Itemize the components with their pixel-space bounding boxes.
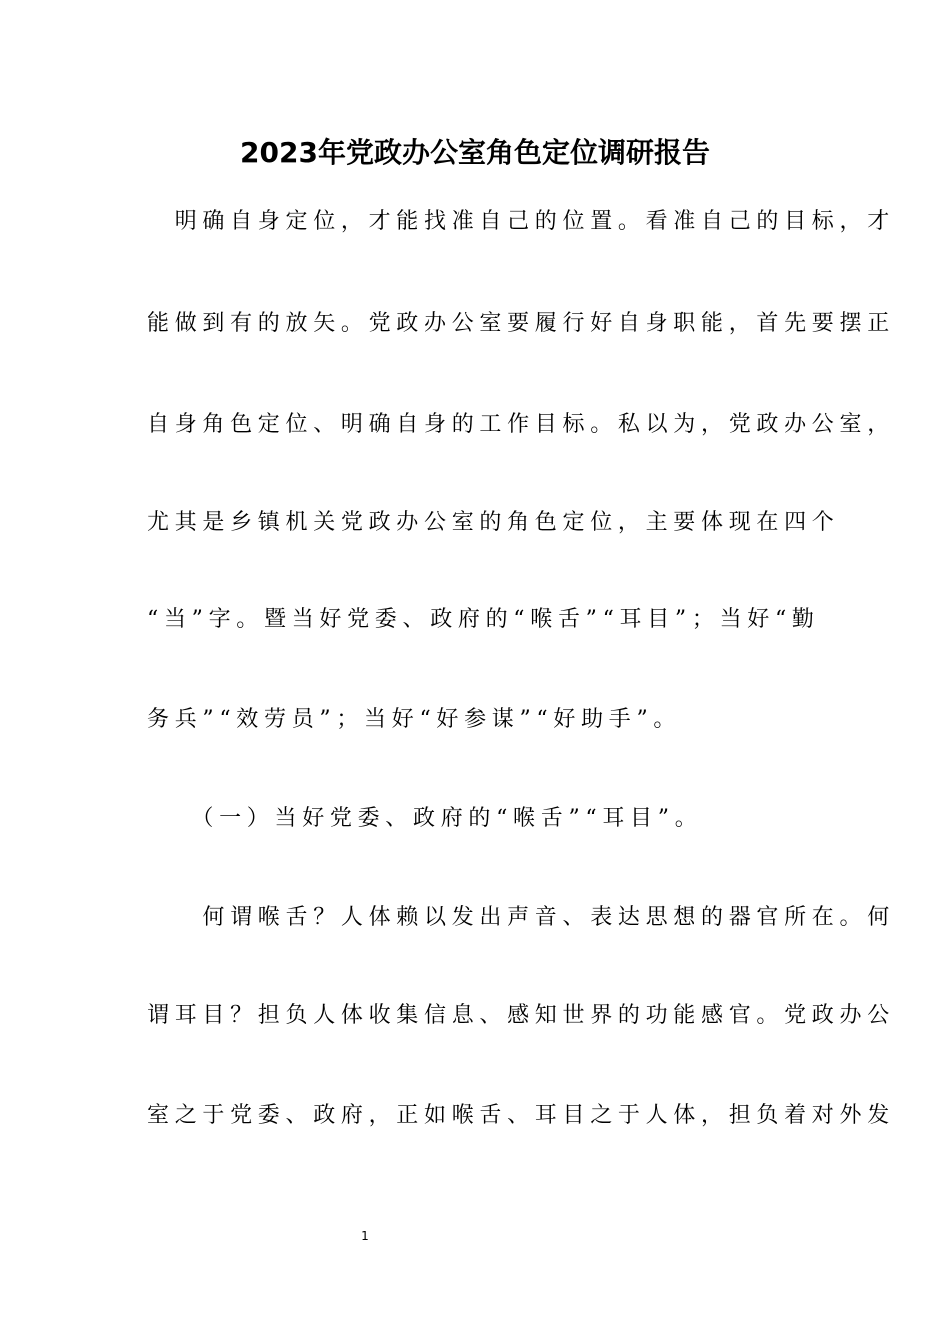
paragraph-line-9: 室之于党委、政府，正如喉舌、耳目之于人体，担负着对外发 [147, 1103, 895, 1128]
paragraph-line-7: 何谓喉舌？人体赖以发出声音、表达思想的器官所在。何 [147, 905, 895, 930]
paragraph-line-1: 明确自身定位，才能找准自己的位置。看准自己的目标，才 [147, 209, 895, 234]
document-title: 2023年党政办公室角色定位调研报告 [240, 136, 710, 169]
paragraph-line-8: 谓耳目？担负人体收集信息、感知世界的功能感官。党政办公 [147, 1003, 895, 1028]
paragraph-line-6: 务兵”“效劳员”；当好“好参谋”“好助手”。 [147, 707, 682, 732]
paragraph-line-3: 自身角色定位、明确自身的工作目标。私以为，党政办公室， [147, 412, 895, 437]
section-heading-1: （一）当好党委、政府的“喉舌”“耳目”。 [147, 806, 703, 831]
page-number: 1 [361, 1229, 369, 1243]
paragraph-line-2: 能做到有的放矢。党政办公室要履行好自身职能，首先要摆正 [147, 311, 895, 336]
paragraph-line-5: “当”字。暨当好党委、政府的“喉舌”“耳目”；当好“勤 [147, 607, 820, 632]
paragraph-line-4: 尤其是乡镇机关党政办公室的角色定位，主要体现在四个 [147, 510, 840, 535]
